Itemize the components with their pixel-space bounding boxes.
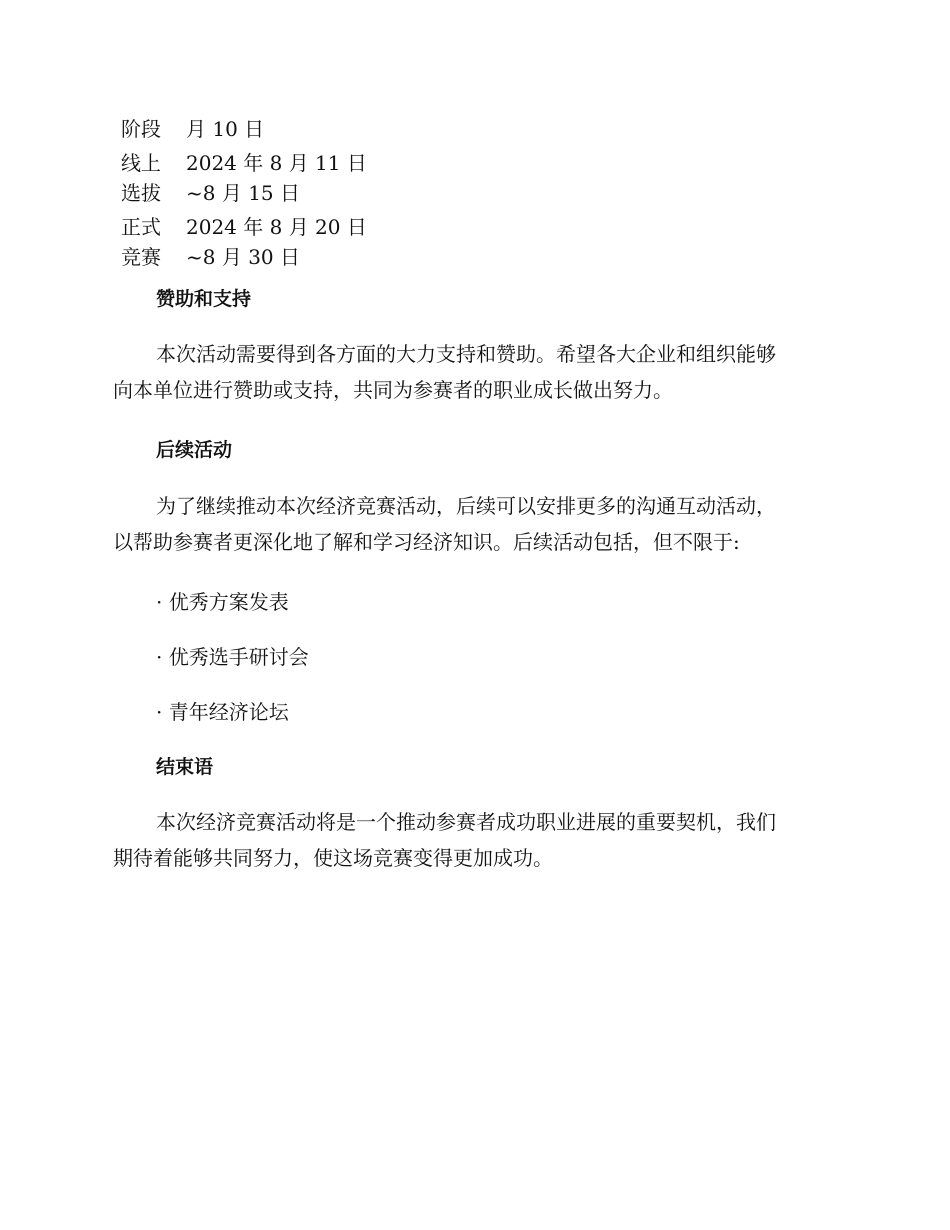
stage-label-line: 线上 bbox=[121, 151, 161, 175]
closing-heading-block bbox=[113, 753, 833, 781]
followup-paragraph bbox=[113, 488, 833, 560]
followup-item-text: · 优秀选手研讨会 bbox=[156, 645, 309, 669]
stage-label-line: 竞赛 bbox=[121, 245, 161, 269]
stage-date bbox=[186, 148, 367, 208]
stage-label-line: 正式 bbox=[121, 215, 161, 239]
sponsor-paragraph bbox=[113, 336, 833, 408]
closing-paragraph bbox=[113, 804, 833, 876]
stage-date-line: 2024 年 8 月 20 日 bbox=[186, 215, 367, 239]
sponsor-paragraph-line: 向本单位进行赞助或支持，共同为参赛者的职业成长做出努力。 bbox=[113, 378, 673, 402]
schedule-table bbox=[121, 114, 421, 276]
schedule-row bbox=[121, 212, 421, 272]
followup-heading: 后续活动 bbox=[156, 439, 233, 461]
stage-label bbox=[121, 148, 186, 208]
stage-label-line: 选拔 bbox=[121, 181, 161, 205]
schedule-row bbox=[121, 114, 421, 144]
sponsor-paragraph-line: 本次活动需要得到各方面的大力支持和赞助。希望各大企业和组织能够 bbox=[156, 342, 776, 366]
followup-heading-block bbox=[113, 436, 833, 464]
followup-paragraph-line: 以帮助参赛者更深化地了解和学习经济知识。后续活动包括，但不限于: bbox=[113, 530, 740, 554]
sponsor-heading-block bbox=[113, 285, 833, 313]
closing-heading: 结束语 bbox=[156, 756, 214, 778]
followup-item bbox=[113, 642, 833, 672]
stage-date bbox=[186, 114, 264, 144]
stage-date-line: 月 10 日 bbox=[186, 117, 265, 141]
sponsor-heading: 赞助和支持 bbox=[156, 288, 252, 310]
followup-item bbox=[113, 697, 833, 727]
followup-item-text: · 优秀方案发表 bbox=[156, 590, 289, 614]
stage-date bbox=[186, 212, 367, 272]
stage-date-line: ~8 月 15 日 bbox=[186, 181, 301, 205]
followup-paragraph-line: 为了继续推动本次经济竞赛活动，后续可以安排更多的沟通互动活动， bbox=[156, 494, 776, 518]
stage-date-line: ~8 月 30 日 bbox=[186, 245, 301, 269]
followup-item bbox=[113, 587, 833, 617]
schedule-row bbox=[121, 148, 421, 208]
closing-paragraph-line: 期待着能够共同努力，使这场竞赛变得更加成功。 bbox=[113, 846, 553, 870]
stage-label bbox=[121, 114, 186, 144]
closing-paragraph-line: 本次经济竞赛活动将是一个推动参赛者成功职业进展的重要契机，我们 bbox=[156, 810, 776, 834]
followup-item-text: · 青年经济论坛 bbox=[156, 700, 289, 724]
stage-date-line: 2024 年 8 月 11 日 bbox=[186, 151, 367, 175]
stage-label-line: 阶段 bbox=[121, 117, 161, 141]
stage-label bbox=[121, 212, 186, 272]
